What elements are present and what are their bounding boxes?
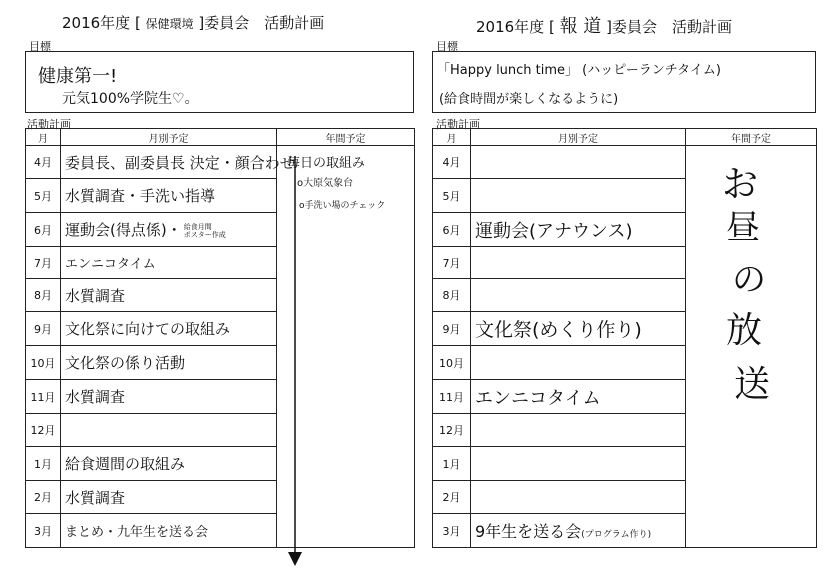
right-plan-text-7 <box>471 254 475 272</box>
right-month-12: 12月 <box>433 414 471 447</box>
right-plan-12 <box>471 414 686 447</box>
left-annual-cell <box>277 146 415 548</box>
right-month-9: 9月 <box>433 312 471 346</box>
left-plan-2 <box>61 481 277 514</box>
right-plan-text-3: 9年生を送る会 <box>475 522 582 541</box>
right-plan-text-2 <box>471 489 475 507</box>
left-plan-label: 活動計画 <box>27 118 71 131</box>
right-goal-line1: 「Happy lunch time」 (ハッピーランチタイム) <box>437 63 721 78</box>
left-month-7: 7月 <box>26 247 61 279</box>
left-goal-line2: 元気100%学院生♡。 <box>62 91 199 107</box>
right-goal-box <box>432 51 816 113</box>
left-month-12: 12月 <box>26 414 61 447</box>
right-annual-char-4: 放 <box>726 310 763 351</box>
right-plan-text-5 <box>471 187 475 205</box>
left-annual-line3: o手洗い場のチェック <box>299 201 386 211</box>
right-month-3: 3月 <box>433 514 471 548</box>
left-header-month: 月 <box>26 129 61 146</box>
left-plan-text-8: 水質調査 <box>65 286 126 305</box>
left-plan-text-4: 委員長、副委員長 決定・顔合わせ <box>65 153 295 172</box>
right-month-1: 1月 <box>433 447 471 481</box>
right-plan-text-8 <box>471 287 475 305</box>
left-month-3: 3月 <box>26 514 61 548</box>
left-plan-1 <box>61 447 277 481</box>
left-plan-4 <box>61 146 295 179</box>
right-plan-3 <box>471 514 686 548</box>
right-annual-char-2: 昼 <box>726 208 760 248</box>
left-plan-text-11: 水質調査 <box>65 388 126 406</box>
right-title-prefix: 2016年度 [ <box>476 18 555 36</box>
right-plan-1 <box>471 447 686 481</box>
right-month-8: 8月 <box>433 279 471 312</box>
left-month-9: 9月 <box>26 312 61 346</box>
left-goal-line1: 健康第一! <box>38 66 118 87</box>
right-plan-5 <box>471 179 686 213</box>
right-header-annual: 年間予定 <box>686 129 817 146</box>
right-plan-text-12 <box>471 422 475 440</box>
right-month-11: 11月 <box>433 380 471 414</box>
left-plan-8 <box>61 279 277 312</box>
left-committee-name: 保健環境 <box>145 17 194 31</box>
left-plan-text-5: 水質調査・手洗い指導 <box>65 187 216 205</box>
left-annual-arrow <box>285 156 305 568</box>
right-month-10: 10月 <box>433 346 471 380</box>
left-plan-text-7: エンニコタイム <box>65 257 156 272</box>
right-plan-8 <box>471 279 686 312</box>
right-month-4: 4月 <box>433 146 471 179</box>
right-plan-text-11: エンニコタイム <box>475 387 601 409</box>
right-month-5: 5月 <box>433 179 471 213</box>
right-plan-text-9: 文化祭(めくり作り) <box>475 319 642 341</box>
left-header-monthly: 月別予定 <box>61 129 277 146</box>
right-annual-cell <box>686 146 817 548</box>
left-month-4: 4月 <box>26 146 61 179</box>
left-plan-text-12 <box>61 422 65 440</box>
left-plan-6 <box>61 213 277 247</box>
right-annual-char-3: の <box>732 260 766 300</box>
left-month-2: 2月 <box>26 481 61 514</box>
right-plan-11 <box>471 380 686 414</box>
left-plan-text-6: 運動会(得点係)・ <box>65 221 182 239</box>
left-annual-line2: o大原気象台 <box>297 178 354 189</box>
left-plan-text-1: 給食週間の取組み <box>65 455 186 473</box>
left-plan-5 <box>61 179 277 213</box>
left-plan-table <box>25 128 415 548</box>
left-title-suffix: ]委員会 活動計画 <box>198 14 325 32</box>
right-plan-text-1 <box>471 455 475 473</box>
right-plan-10 <box>471 346 686 380</box>
left-plan-6-sub1: 給食月間 <box>183 222 212 231</box>
left-plan-text-10: 文化祭の係り活動 <box>65 354 186 372</box>
right-header-monthly: 月別予定 <box>471 129 686 146</box>
left-plan-6-sub2: ポスター作成 <box>183 230 226 239</box>
left-title <box>62 12 324 33</box>
left-month-6: 6月 <box>26 213 61 247</box>
right-plan-text-6: 運動会(アナウンス) <box>475 220 633 242</box>
left-month-8: 8月 <box>26 279 61 312</box>
right-goal-label: 目標 <box>436 40 458 53</box>
left-plan-text-9: 文化祭に向けての取組み <box>65 320 231 338</box>
left-month-11: 11月 <box>26 380 61 414</box>
right-plan-4 <box>471 146 686 179</box>
right-plan-text-10 <box>471 354 475 372</box>
left-month-5: 5月 <box>26 179 61 213</box>
right-plan-6 <box>471 213 686 247</box>
left-plan-11 <box>61 380 277 414</box>
left-plan-text-2: 水質調査 <box>65 488 126 507</box>
left-header-annual: 年間予定 <box>277 129 415 146</box>
right-annual-char-1: お <box>722 164 759 205</box>
left-plan-9 <box>61 312 277 346</box>
left-title-prefix: 2016年度 [ <box>62 14 141 32</box>
right-plan-label: 活動計画 <box>436 118 480 131</box>
left-annual-line1: 毎日の取組み <box>287 156 366 171</box>
right-plan-7 <box>471 247 686 279</box>
right-header-month: 月 <box>433 129 471 146</box>
right-committee-name: 報 道 <box>559 16 602 37</box>
right-title <box>476 12 732 38</box>
left-goal-label: 目標 <box>29 40 51 53</box>
left-plan-3 <box>61 514 277 548</box>
right-month-7: 7月 <box>433 247 471 279</box>
left-plan-text-3: まとめ・九年生を送る会 <box>65 525 209 540</box>
right-plan-9 <box>471 312 686 346</box>
left-month-1: 1月 <box>26 447 61 481</box>
right-month-2: 2月 <box>433 481 471 514</box>
left-plan-10 <box>61 346 277 380</box>
left-month-10: 10月 <box>26 346 61 380</box>
right-plan-text-4 <box>471 154 475 172</box>
right-plan-3-small: (プログラム作り) <box>581 530 652 540</box>
right-month-6: 6月 <box>433 213 471 247</box>
left-plan-7 <box>61 247 277 279</box>
right-plan-2 <box>471 481 686 514</box>
right-annual-char-5: 送 <box>734 364 771 405</box>
left-goal-box <box>25 51 414 113</box>
right-title-suffix: ]委員会 活動計画 <box>606 18 732 36</box>
right-plan-table <box>432 128 817 548</box>
left-plan-6-sub <box>184 223 226 239</box>
left-plan-12 <box>61 414 277 447</box>
right-goal-line2: (給食時間が楽しくなるように) <box>439 92 619 107</box>
